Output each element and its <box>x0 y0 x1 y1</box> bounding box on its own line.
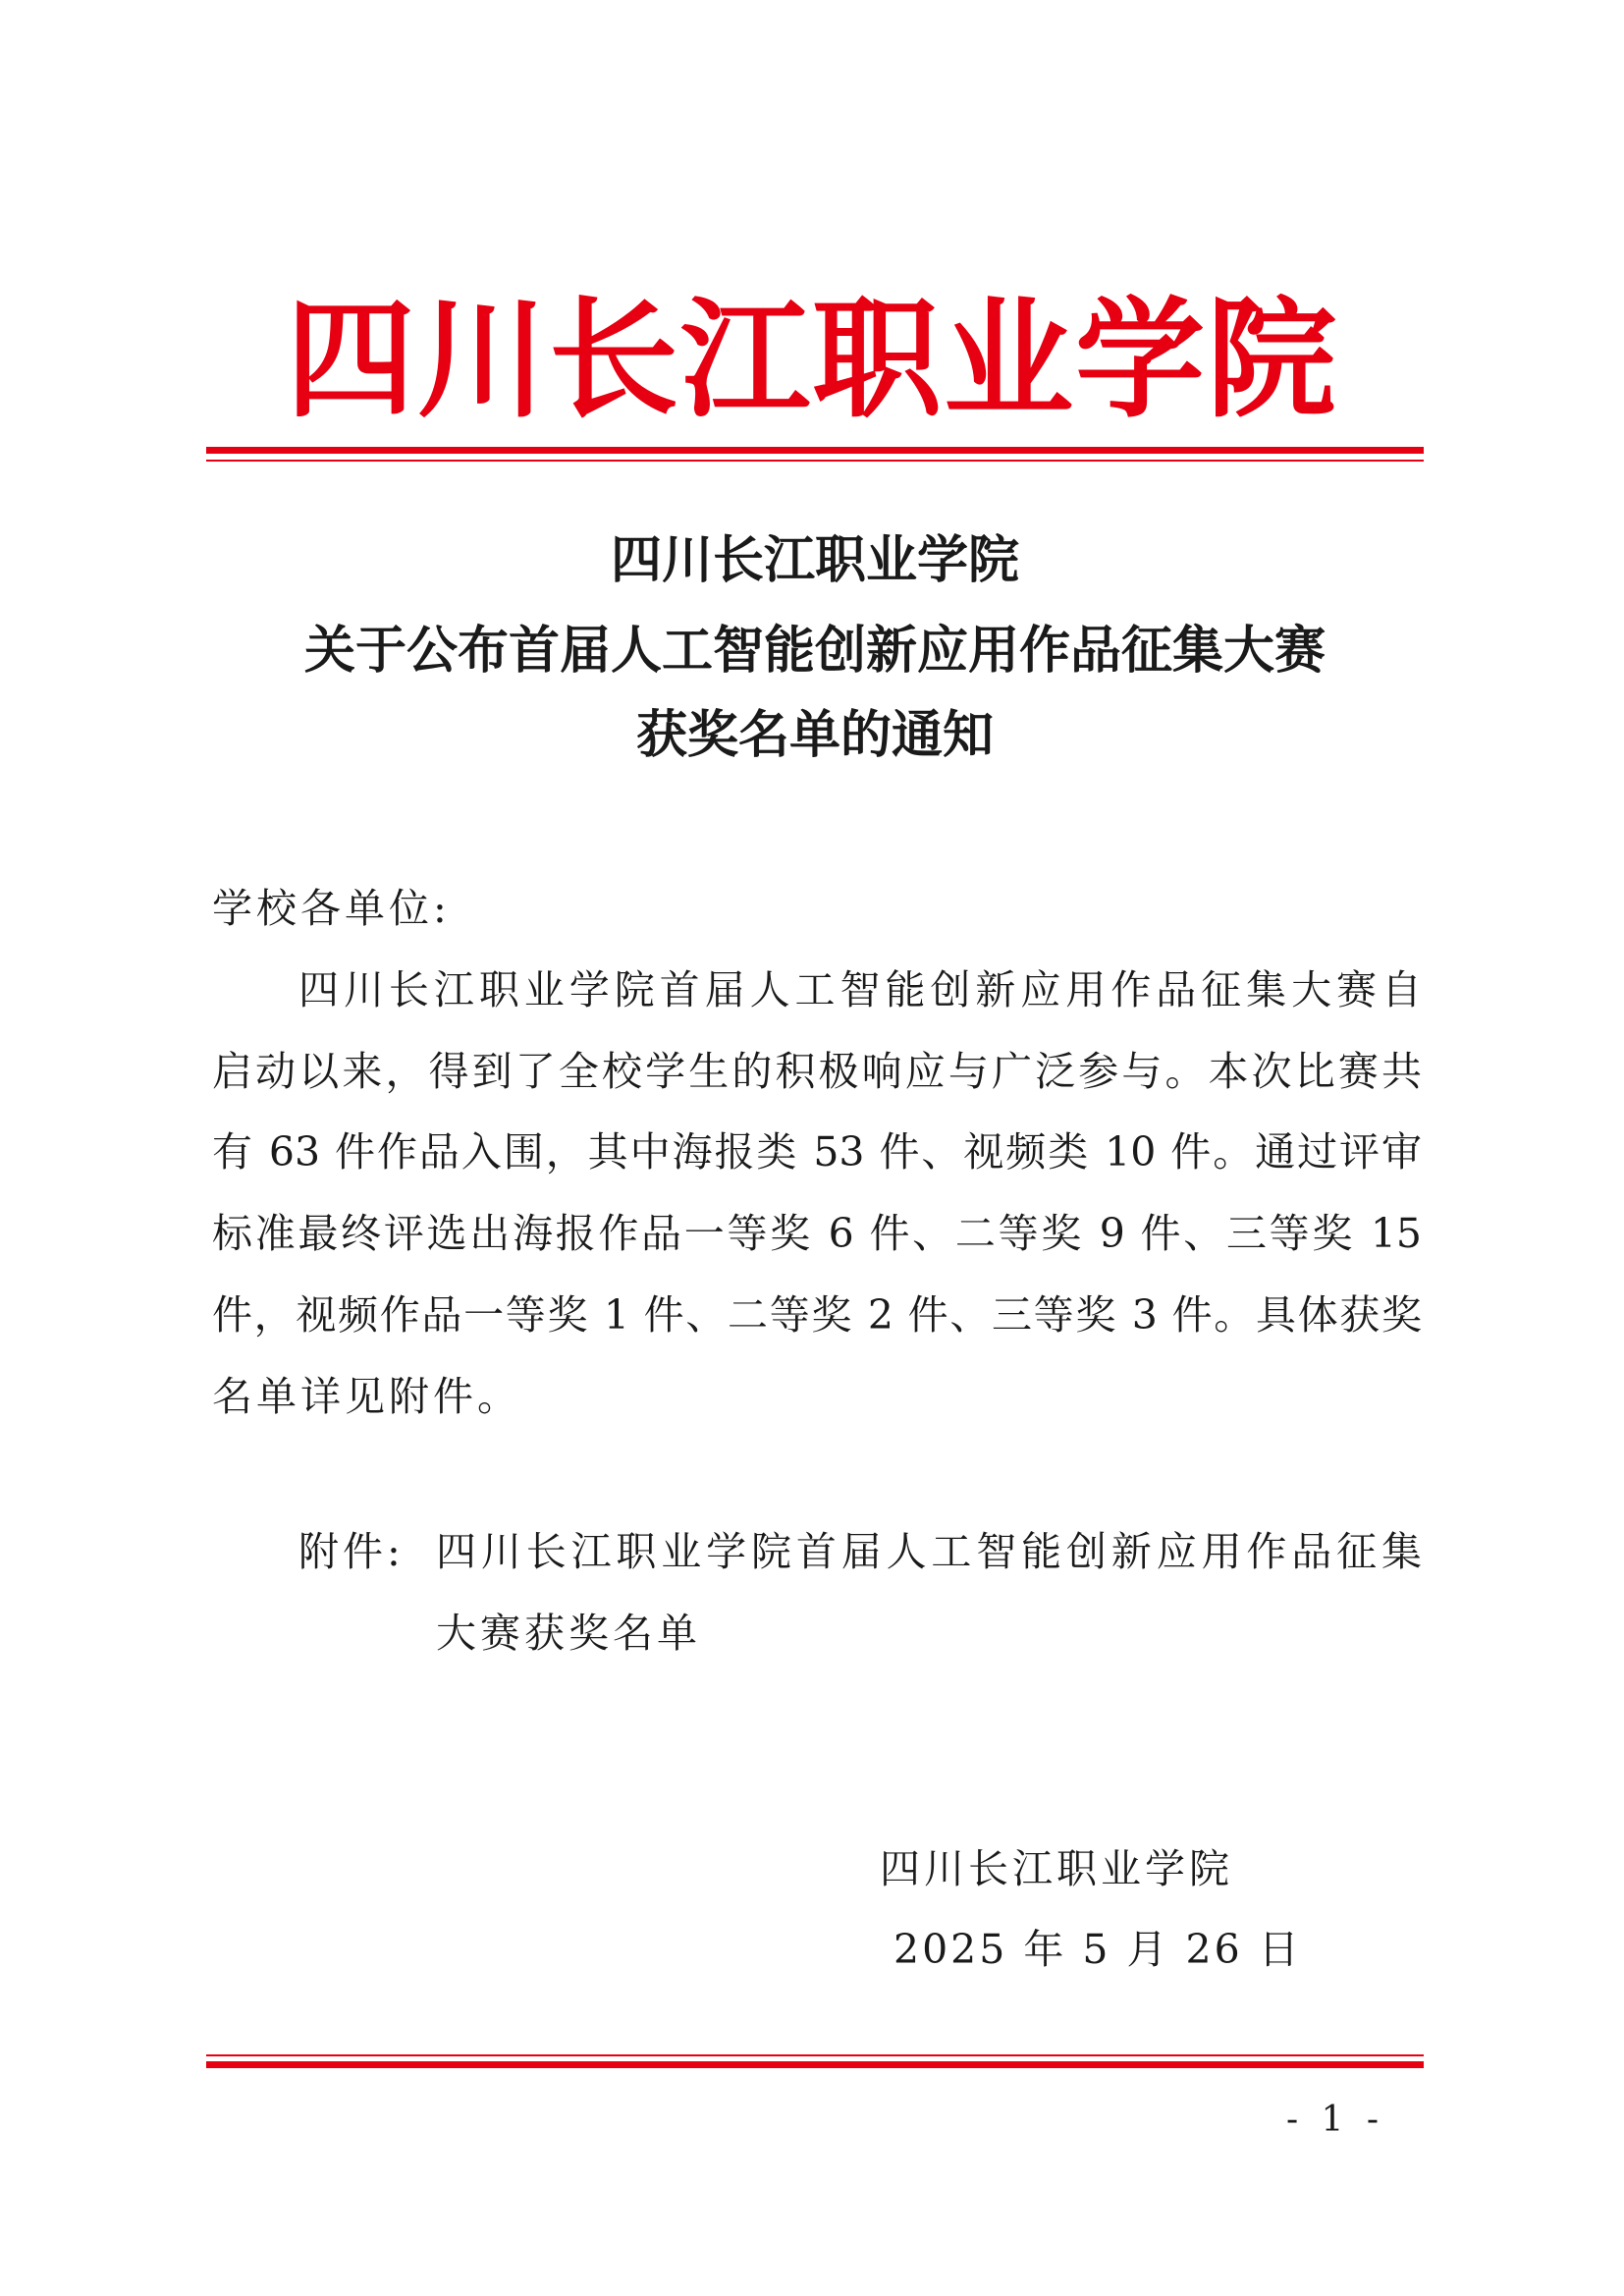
body-line: 启动以来，得到了全校学生的积极响应与广泛参与。本次比赛共 <box>212 1048 1422 1095</box>
footer-rule-thin <box>206 2054 1424 2056</box>
masthead-rule-thin <box>206 460 1424 462</box>
document-title-line-2: 关于公布首届人工智能创新应用作品征集大赛 <box>303 621 1326 681</box>
attachment-label: 附件: <box>298 1528 405 1575</box>
attachment-title-line-2: 大赛获奖名单 <box>436 1610 701 1657</box>
signature-organization: 四川长江职业学院 <box>880 1845 1233 1892</box>
body-line: 名单详见附件。 <box>212 1373 521 1420</box>
document-title-line-3: 获奖名单的通知 <box>635 705 994 765</box>
attachment-title-line-1: 四川长江职业学院首届人工智能创新应用作品征集 <box>436 1528 1422 1575</box>
body-line: 有 63 件作品入围，其中海报类 53 件、视频类 10 件。通过评审 <box>212 1128 1422 1175</box>
masthead-rule-thick <box>206 447 1424 454</box>
body-line: 标准最终评选出海报作品一等奖 6 件、二等奖 9 件、三等奖 15 <box>212 1210 1422 1257</box>
masthead-title: 四川长江职业学院 <box>286 285 1338 436</box>
salutation: 学校各单位: <box>212 885 451 932</box>
document-title-line-1: 四川长江职业学院 <box>610 530 1019 590</box>
signature-date: 2025 年 5 月 26 日 <box>893 1926 1302 1973</box>
body-line: 四川长江职业学院首届人工智能创新应用作品征集大赛自 <box>298 966 1422 1013</box>
body-line: 件，视频作品一等奖 1 件、二等奖 2 件、三等奖 3 件。具体获奖 <box>212 1291 1422 1339</box>
footer-rule-thick <box>206 2061 1424 2068</box>
page-number: - 1 - <box>1285 2100 1385 2140</box>
